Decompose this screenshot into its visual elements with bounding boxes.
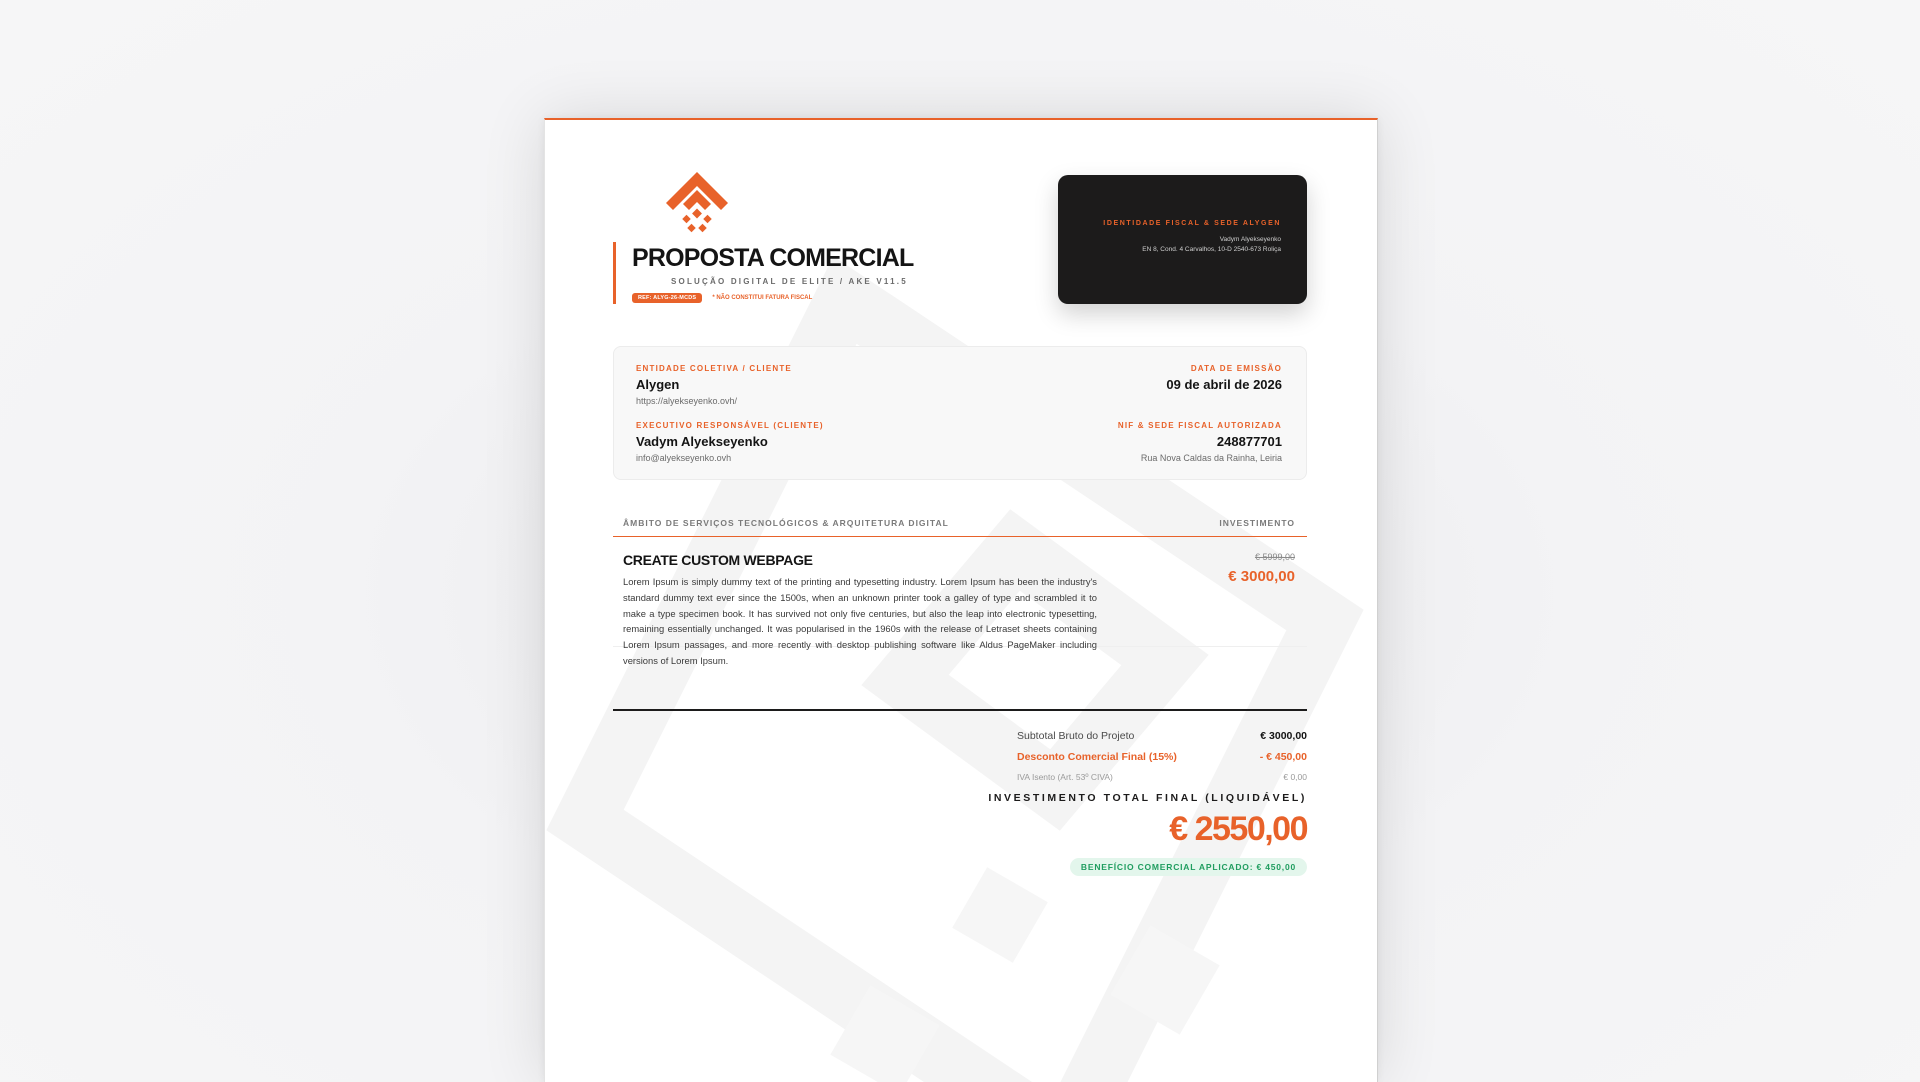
services-table-header bbox=[613, 516, 1307, 537]
proposal-document bbox=[544, 118, 1378, 1082]
scope-column-header: ÂMBITO DE SERVIÇOS TECNOLÓGICOS & ARQUITETURA DIGITAL bbox=[623, 518, 949, 528]
vat-row bbox=[1017, 772, 1307, 786]
reference-row bbox=[632, 293, 913, 303]
fiscal-card-name: Vadym Alyekseyenko bbox=[1219, 236, 1281, 243]
subtotal-value: € 3000,00 bbox=[1260, 730, 1307, 742]
entity-name: Alygen bbox=[636, 377, 680, 392]
fiscal-disclaimer: * NÃO CONSTITUI FATURA FISCAL bbox=[712, 295, 813, 301]
alygen-logo-icon bbox=[665, 172, 729, 234]
nif-value: 248877701 bbox=[1216, 434, 1282, 449]
nif-address: Rua Nova Caldas da Rainha, Leiria bbox=[1140, 453, 1282, 463]
grand-total-label: INVESTIMENTO TOTAL FINAL (LIQUIDÁVEL) bbox=[988, 792, 1307, 804]
entity-label: ENTIDADE COLETIVA / CLIENTE bbox=[636, 364, 792, 373]
discount-row bbox=[1017, 751, 1307, 765]
fiscal-card-address: EN 8, Cond. 4 Carvalhos, 10-D 2540-673 Roliça bbox=[1142, 246, 1281, 253]
service-title: CREATE CUSTOM WEBPAGE bbox=[623, 552, 813, 568]
discount-label: Desconto Comercial Final (15%) bbox=[1017, 751, 1177, 763]
fiscal-card-label: IDENTIDADE FISCAL & SEDE ALYGEN bbox=[1103, 220, 1281, 227]
reference-badge: REF: ALYG-26-MCDS bbox=[632, 293, 702, 303]
date-label: DATA DE EMISSÃO bbox=[1190, 364, 1282, 373]
vat-label: IVA Isento (Art. 53º CIVA) bbox=[1017, 772, 1113, 782]
discount-value: - € 450,00 bbox=[1259, 751, 1307, 763]
vat-value: € 0,00 bbox=[1283, 772, 1307, 782]
benefit-badge: BENEFÍCIO COMERCIAL APLICADO: € 450,00 bbox=[1070, 858, 1307, 876]
totals-divider bbox=[613, 709, 1307, 711]
document-subtitle: SOLUÇÃO DIGITAL DE ELITE / AKE V11.5 bbox=[671, 277, 908, 286]
executive-name: Vadym Alyekseyenko bbox=[636, 434, 768, 449]
title-block bbox=[613, 242, 913, 304]
nif-label: NIF & SEDE FISCAL AUTORIZADA bbox=[1117, 421, 1282, 430]
client-info-box bbox=[613, 346, 1307, 480]
original-price: € 5999,00 bbox=[1254, 552, 1295, 562]
grand-total-value: € 2550,00 bbox=[1169, 810, 1307, 848]
subtotal-row bbox=[1017, 730, 1307, 744]
executive-email: info@alyekseyenko.ovh bbox=[636, 453, 732, 463]
subtotal-label: Subtotal Bruto do Projeto bbox=[1017, 730, 1135, 742]
document-title: PROPOSTA COMERCIAL bbox=[632, 244, 914, 272]
executive-label: EXECUTIVO RESPONSÁVEL (CLIENTE) bbox=[636, 421, 824, 430]
table-row bbox=[613, 542, 1307, 666]
investment-column-header: INVESTIMENTO bbox=[1219, 518, 1295, 528]
fiscal-identity-card bbox=[1058, 175, 1307, 304]
entity-url: https://alyekseyenko.ovh/ bbox=[636, 396, 738, 406]
discounted-price: € 3000,00 bbox=[1228, 568, 1295, 585]
service-description: Lorem Ipsum is simply dummy text of the printing and typesetting industry. Lorem Ipsum has been the industry's standard dummy text ever since the 1500s, when an unknown printer took a galley of type and scrambled it to make a type specimen book. It has survived not only five centuries, but also the leap into electronic typesetting, remaining essentially unchanged. It was popularised in the 1960s with the release of Letraset sheets containing Lorem Ipsum passages, and more recently with desktop publishing software like Aldus PageMaker including versions of Lorem Ipsum. bbox=[623, 576, 1097, 666]
date-value: 09 de abril de 2026 bbox=[1166, 377, 1282, 392]
